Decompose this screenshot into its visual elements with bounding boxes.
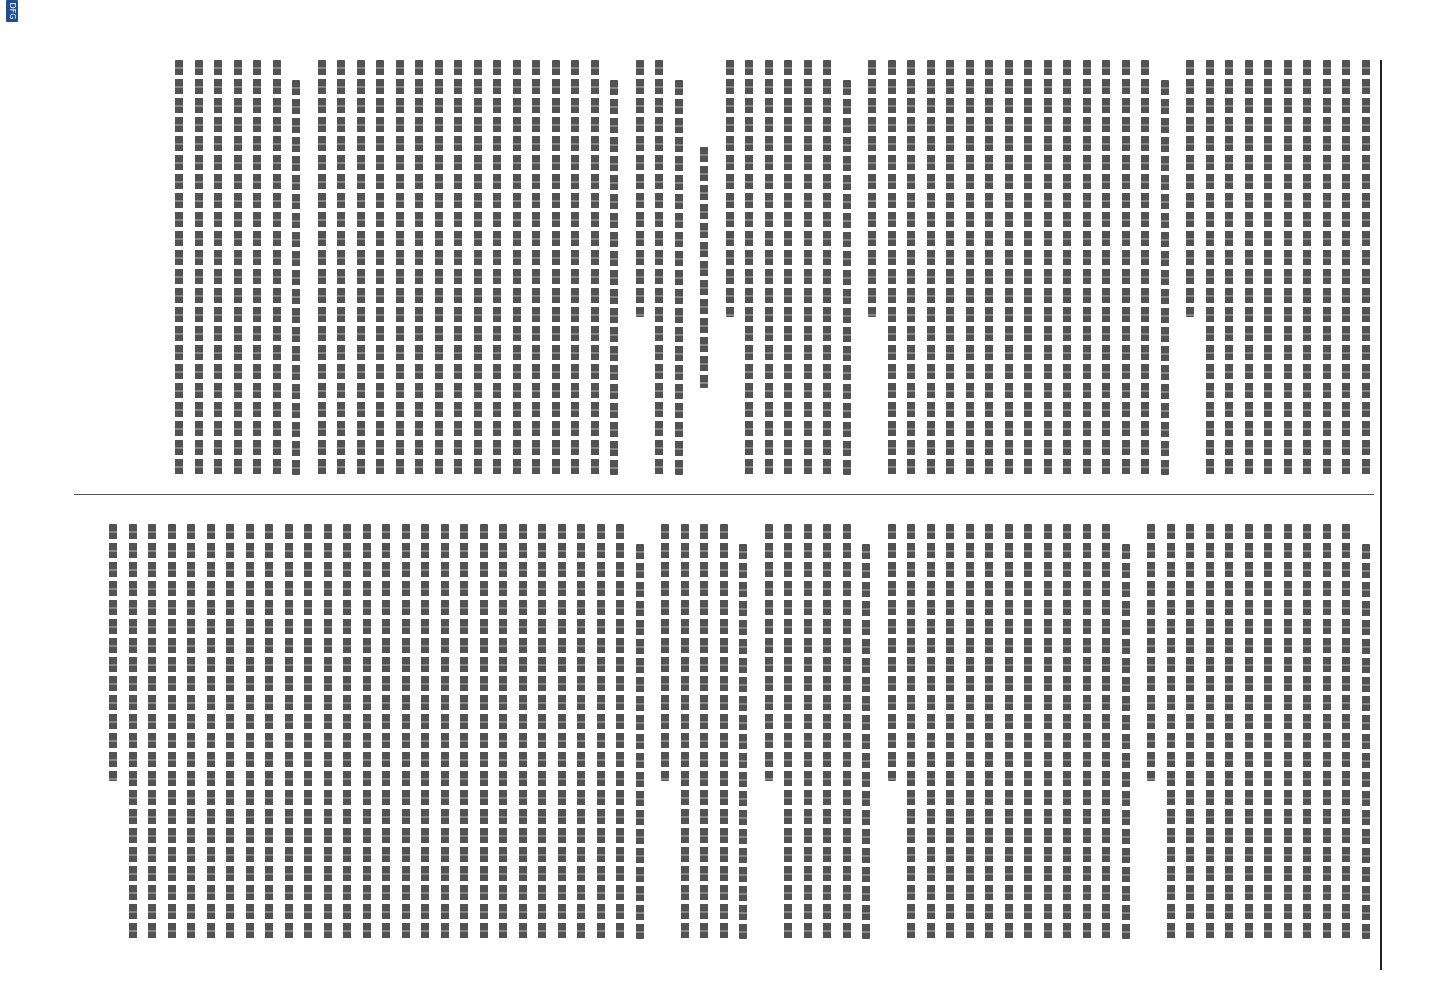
- text-line: [1343, 60, 1351, 475]
- text-line: [869, 60, 877, 317]
- text-line: [785, 60, 793, 475]
- text-line: [1362, 60, 1370, 475]
- text-line: [552, 60, 560, 475]
- text-line: [533, 60, 541, 475]
- text-line: [617, 524, 625, 939]
- text-line: [986, 60, 994, 475]
- text-line: [701, 524, 709, 939]
- text-line: [1122, 544, 1130, 939]
- text-line: [746, 60, 754, 475]
- text-line: [234, 60, 242, 475]
- left-column: [70, 60, 1370, 475]
- text-line: [1167, 524, 1175, 939]
- text-line: [1323, 524, 1331, 939]
- text-line: [129, 524, 137, 939]
- text-line: [636, 544, 644, 939]
- text-line: [254, 60, 262, 475]
- text-line: [947, 524, 955, 939]
- column-divider: [74, 494, 1374, 495]
- text-line: [947, 60, 955, 475]
- text-line: [1148, 524, 1156, 781]
- text-line: [215, 60, 223, 475]
- page-footer: [4, 0, 20, 960]
- text-line: [1044, 524, 1052, 939]
- text-line: [843, 80, 851, 475]
- text-line: [1161, 80, 1169, 475]
- text-line: [494, 60, 502, 475]
- text-line: [1187, 60, 1195, 317]
- text-line: [1005, 60, 1013, 475]
- header-rule: [1380, 60, 1382, 970]
- text-line: [908, 524, 916, 939]
- text-line: [966, 524, 974, 939]
- text-line: [1323, 60, 1331, 475]
- page-header: [1386, 60, 1416, 970]
- text-line: [740, 544, 748, 939]
- text-line: [383, 524, 391, 939]
- text-line: [396, 60, 404, 475]
- text-line: [1044, 60, 1052, 475]
- text-line: [765, 524, 773, 781]
- text-line: [1064, 524, 1072, 939]
- text-line: [1265, 524, 1273, 939]
- text-line: [1025, 524, 1033, 939]
- text-line: [1025, 60, 1033, 475]
- text-line: [195, 60, 203, 475]
- text-line: [927, 60, 935, 475]
- text-line: [377, 60, 385, 475]
- text-line: [176, 60, 184, 475]
- text-line: [824, 524, 832, 939]
- text-line: [1187, 524, 1195, 939]
- text-line: [1064, 60, 1072, 475]
- text-line: [1142, 60, 1150, 475]
- text-line: [422, 524, 430, 939]
- text-line: [455, 60, 463, 475]
- text-line: [1226, 60, 1234, 475]
- dfg-logo-icon: DFG: [7, 0, 19, 22]
- text-line: [888, 60, 896, 475]
- text-line: [338, 60, 346, 475]
- text-line: [863, 544, 871, 939]
- text-line: [539, 524, 547, 939]
- text-line: [1005, 524, 1013, 939]
- text-line: [441, 524, 449, 939]
- text-line: [318, 60, 326, 475]
- text-line: [246, 524, 254, 939]
- text-line: [675, 80, 683, 475]
- text-line: [1304, 60, 1312, 475]
- text-line: [1284, 524, 1292, 939]
- text-line: [500, 524, 508, 939]
- text-line: [1304, 524, 1312, 939]
- text-line: [888, 524, 896, 781]
- text-line: [591, 60, 599, 475]
- text-line: [927, 524, 935, 939]
- text-line: [572, 60, 580, 475]
- text-line: [293, 80, 301, 475]
- text-line: [149, 524, 157, 939]
- text-line: [357, 60, 365, 475]
- text-line: [597, 524, 605, 939]
- text-line: [966, 60, 974, 475]
- text-line: [824, 60, 832, 475]
- text-line: [908, 60, 916, 475]
- text-line: [285, 524, 293, 939]
- text-line: [110, 524, 118, 781]
- text-line: [578, 524, 586, 939]
- text-line: [513, 60, 521, 475]
- text-line: [662, 524, 670, 781]
- text-line: [1245, 524, 1253, 939]
- text-line: [558, 524, 566, 939]
- text-line: [344, 524, 352, 939]
- text-line: [324, 524, 332, 939]
- text-line: [1265, 60, 1273, 475]
- text-line: [519, 524, 527, 939]
- text-line: [1103, 60, 1111, 475]
- text-line: [726, 60, 734, 317]
- text-line: [363, 524, 371, 939]
- right-column: [70, 524, 1370, 939]
- text-line: [804, 60, 812, 475]
- text-line: [986, 524, 994, 939]
- text-line: [1226, 524, 1234, 939]
- text-line: [207, 524, 215, 939]
- text-line: [402, 524, 410, 939]
- text-line: [1245, 60, 1253, 475]
- text-line: [435, 60, 443, 475]
- text-line: [168, 524, 176, 939]
- text-line: [611, 80, 619, 475]
- text-line: [1206, 60, 1214, 475]
- text-line: [1343, 524, 1351, 939]
- text-line: [1083, 60, 1091, 475]
- text-line: [701, 147, 709, 388]
- text-line: [273, 60, 281, 475]
- text-line: [1284, 60, 1292, 475]
- text-line: [305, 524, 313, 939]
- text-line: [461, 524, 469, 939]
- text-line: [765, 60, 773, 475]
- text-line: [1122, 60, 1130, 475]
- text-line: [474, 60, 482, 475]
- text-line: [266, 524, 274, 939]
- text-line: [720, 524, 728, 939]
- text-line: [804, 524, 812, 939]
- text-line: [1206, 524, 1214, 939]
- text-line: [1362, 544, 1370, 939]
- text-line: [785, 524, 793, 939]
- text-line: [480, 524, 488, 939]
- text-line: [843, 524, 851, 939]
- text-line: [681, 524, 689, 939]
- text-line: [656, 60, 664, 475]
- text-line: [1083, 524, 1091, 939]
- text-line: [416, 60, 424, 475]
- text-line: [636, 60, 644, 317]
- text-line: [227, 524, 235, 939]
- text-line: [188, 524, 196, 939]
- text-line: [1103, 524, 1111, 939]
